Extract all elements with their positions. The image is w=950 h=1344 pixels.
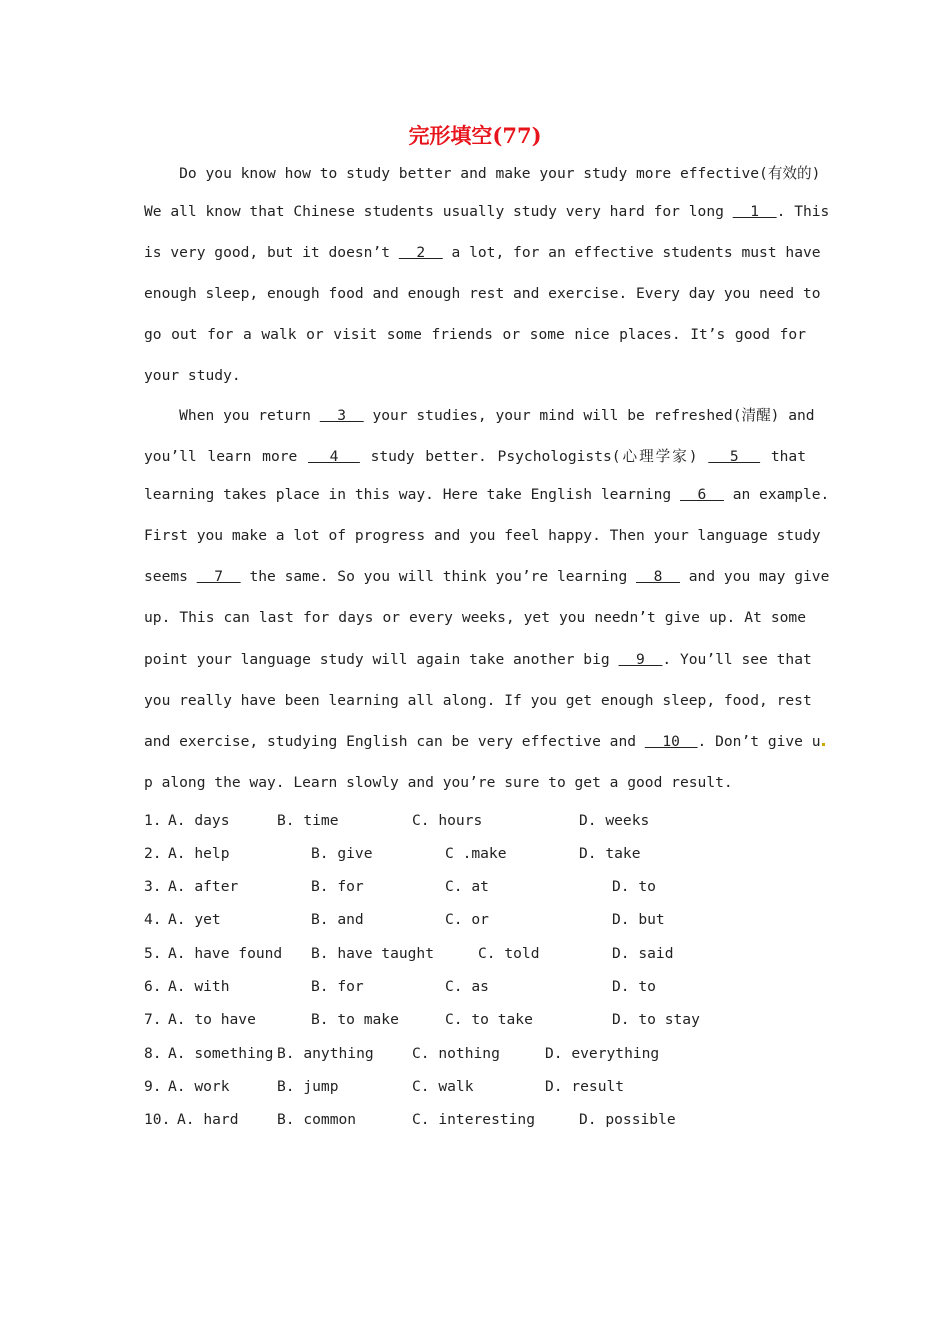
option-d: D. to <box>612 878 656 895</box>
answer-blank: 9 <box>618 651 663 668</box>
passage-line: go out for a walk or visit some friends or some nice places. It’s good for <box>144 326 806 343</box>
option-c: C. told <box>478 945 540 962</box>
passage-line: enough sleep, enough food and enough rest and exercise. Every day you need to <box>144 285 821 302</box>
passage-line: point your language study will again take another big 9 . You’ll see that <box>144 651 812 668</box>
passage-line: Do you know how to study better and make your study more effective(有效的) <box>144 165 821 182</box>
passage-line: and exercise, studying English can be very effective and 10 . Don’t give u <box>144 733 806 757</box>
passage-line: p along the way. Learn slowly and you’re sure to get a good result. <box>144 774 733 791</box>
option-d: D. take <box>579 845 641 862</box>
answer-blank: 1 <box>732 203 777 220</box>
option-c: C. hours <box>412 812 483 829</box>
option-b: B. common <box>277 1111 357 1128</box>
option-a: A. have found <box>168 945 283 962</box>
option-d: D. result <box>545 1078 625 1095</box>
question-number: 9. <box>144 1078 162 1095</box>
passage-line: up. This can last for days or every weeks, yet you needn’t give up. At some <box>144 609 806 626</box>
mark-dot <box>822 743 825 746</box>
passage-line: We all know that Chinese students usually study very hard for long 1 . This <box>144 203 830 220</box>
option-c: C. nothing <box>412 1045 500 1062</box>
option-d: D. to stay <box>612 1011 700 1028</box>
passage-line: you really have been learning all along. If you get enough sleep, food, rest <box>144 692 812 709</box>
question-number: 2. <box>144 845 162 862</box>
option-a: A. yet <box>168 911 221 928</box>
option-d: D. to <box>612 978 656 995</box>
option-c: C .make <box>445 845 507 862</box>
passage-line: seems 7 the same. So you will think you’re learning 8 and you may give <box>144 568 830 585</box>
question-number: 1. <box>144 812 162 829</box>
question-number: 4. <box>144 911 162 928</box>
option-c: C. as <box>445 978 489 995</box>
option-b: B. have taught <box>311 945 435 962</box>
option-a: A. after <box>168 878 239 895</box>
option-b: B. time <box>277 812 339 829</box>
passage-line: your study. <box>144 367 241 384</box>
answer-blank: 7 <box>196 568 241 585</box>
question-number: 6. <box>144 978 162 995</box>
option-d: D. said <box>612 945 674 962</box>
option-c: C. walk <box>412 1078 474 1095</box>
answer-blank: 10 <box>644 733 698 750</box>
answer-blank: 4 <box>308 448 360 465</box>
option-a: A. to have <box>168 1011 256 1028</box>
question-number: 8. <box>144 1045 162 1062</box>
option-d: D. possible <box>579 1111 676 1128</box>
passage-line: First you make a lot of progress and you feel happy. Then your language study <box>144 527 821 544</box>
option-b: B. anything <box>277 1045 374 1062</box>
answer-blank: 3 <box>319 407 364 424</box>
passage-line: you’ll learn more 4 study better. Psychologists(心理学家) 5 that <box>144 448 807 465</box>
option-c: C. interesting <box>412 1111 536 1128</box>
passage-line: is very good, but it doesn’t 2 a lot, for an effective students must have <box>144 244 821 261</box>
answer-blank: 6 <box>679 486 724 503</box>
option-b: B. give <box>311 845 373 862</box>
option-b: B. to make <box>311 1011 399 1028</box>
question-number: 5. <box>144 945 162 962</box>
option-b: B. for <box>311 878 364 895</box>
question-number: 10. <box>144 1111 171 1128</box>
option-a: A. days <box>168 812 230 829</box>
option-c: C. or <box>445 911 489 928</box>
page-title: 完形填空(77) <box>408 123 542 148</box>
passage-line: learning takes place in this way. Here take English learning 6 an example. <box>144 486 830 503</box>
answer-blank: 8 <box>636 568 680 585</box>
option-d: D. everything <box>545 1045 660 1062</box>
passage-line: When you return 3 your studies, your mind will be refreshed(清醒) and <box>144 407 815 424</box>
answer-blank: 5 <box>708 448 761 465</box>
option-c: C. to take <box>445 1011 533 1028</box>
option-b: B. and <box>311 911 364 928</box>
option-a: A. work <box>168 1078 230 1095</box>
answer-blank: 2 <box>398 244 443 261</box>
option-a: A. with <box>168 978 230 995</box>
question-number: 7. <box>144 1011 162 1028</box>
question-number: 3. <box>144 878 162 895</box>
option-d: D. weeks <box>579 812 650 829</box>
option-c: C. at <box>445 878 489 895</box>
option-a: A. hard <box>177 1111 239 1128</box>
option-a: A. something <box>168 1045 274 1062</box>
option-b: B. jump <box>277 1078 339 1095</box>
option-d: D. but <box>612 911 665 928</box>
option-a: A. help <box>168 845 230 862</box>
option-b: B. for <box>311 978 364 995</box>
